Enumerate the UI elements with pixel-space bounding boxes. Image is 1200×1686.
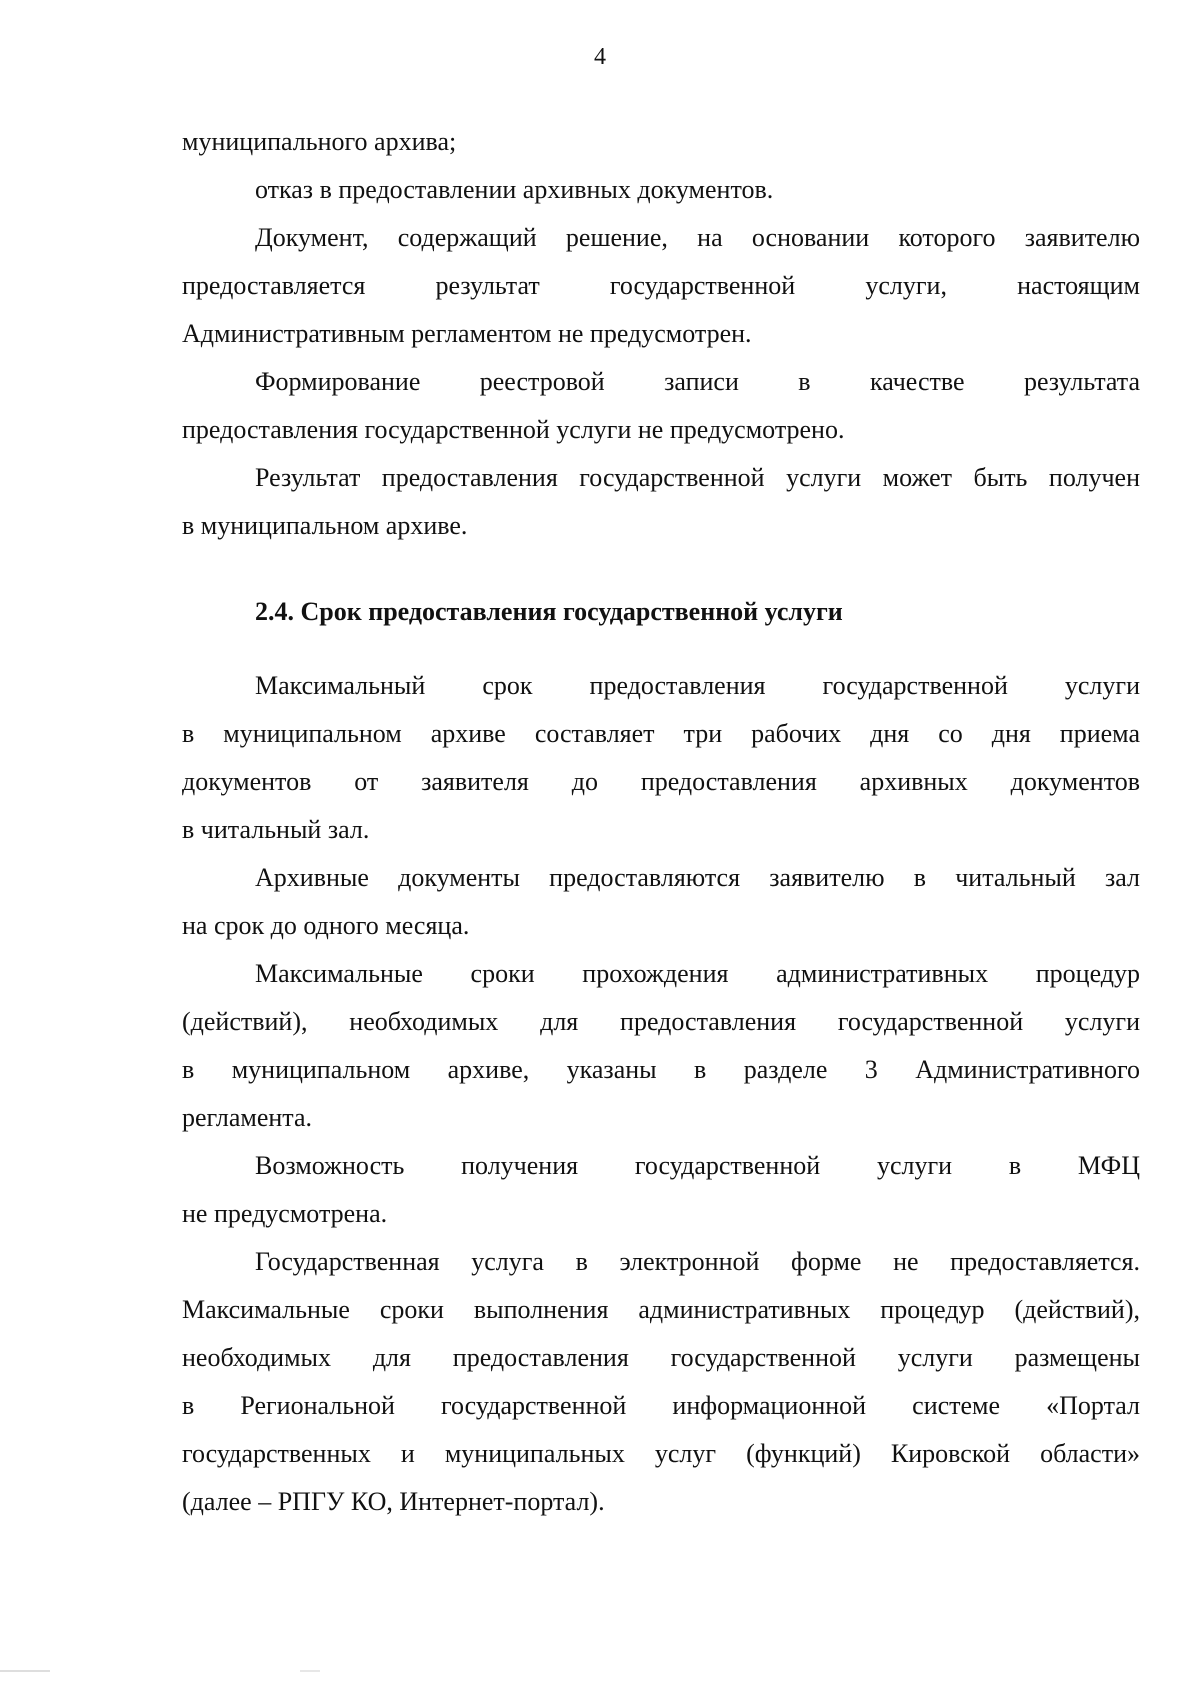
text-line: Государственная услуга в электронной форме не предоставляется. (255, 1247, 1140, 1276)
text-line: документов от заявителя до предоставления архивных документов (182, 767, 1140, 796)
text-line: Максимальные сроки выполнения административных процедур (действий), (182, 1295, 1140, 1324)
text-line: не предусмотрена. (182, 1199, 388, 1228)
text-line: необходимых для предоставления государственной услуги размещены (182, 1343, 1140, 1372)
page-number: 4 (594, 44, 606, 70)
scan-edge-mark (0, 1670, 1200, 1672)
paragraph (182, 166, 1140, 214)
text-line: регламента. (182, 1103, 313, 1132)
text-line: Административным регламентом не предусмотрен. (182, 319, 752, 348)
text-line: (далее – РПГУ КО, Интернет-портал). (182, 1487, 605, 1516)
text-line: предоставляется результат государственной услуги, настоящим (182, 271, 1140, 300)
text-line: Формирование реестровой записи в качестве результата (255, 367, 1140, 396)
paragraph (182, 214, 1140, 358)
text-line: Возможность получения государственной услуги в МФЦ (255, 1151, 1140, 1180)
paragraph (182, 1238, 1140, 1526)
text-line: в муниципальном архиве составляет три рабочих дня со дня приема (182, 719, 1140, 748)
paragraph (182, 1142, 1140, 1238)
paragraph (182, 662, 1140, 854)
text-line: Максимальный срок предоставления государственной услуги (255, 671, 1140, 700)
text-line: муниципального архива; (182, 127, 457, 156)
paragraph (182, 950, 1140, 1142)
text-line: Документ, содержащий решение, на основании которого заявителю (255, 223, 1140, 252)
section-heading: 2.4. Срок предоставления государственной услуги (255, 597, 843, 626)
text-line: в читальный зал. (182, 815, 370, 844)
paragraph (182, 854, 1140, 950)
text-line: (действий), необходимых для предоставления государственной услуги (182, 1007, 1140, 1036)
text-line: Архивные документы предоставляются заявителю в читальный зал (255, 863, 1140, 892)
text-line: Результат предоставления государственной услуги может быть получен (255, 463, 1140, 492)
text-line: отказ в предоставлении архивных документов. (255, 175, 774, 204)
paragraph (182, 358, 1140, 454)
text-line: в муниципальном архиве. (182, 511, 468, 540)
text-line: Максимальные сроки прохождения административных процедур (255, 959, 1140, 988)
text-line: в муниципальном архиве, указаны в разделе 3 Административного (182, 1055, 1140, 1084)
paragraph (182, 454, 1140, 550)
document-body (182, 118, 1140, 1526)
text-line: предоставления государственной услуги не предусмотрено. (182, 415, 845, 444)
text-line: в Региональной государственной информационной системе «Портал (182, 1391, 1140, 1420)
text-line: на срок до одного месяца. (182, 911, 470, 940)
text-line: государственных и муниципальных услуг (функций) Кировской области» (182, 1439, 1140, 1468)
paragraph-continuation (182, 118, 1140, 166)
